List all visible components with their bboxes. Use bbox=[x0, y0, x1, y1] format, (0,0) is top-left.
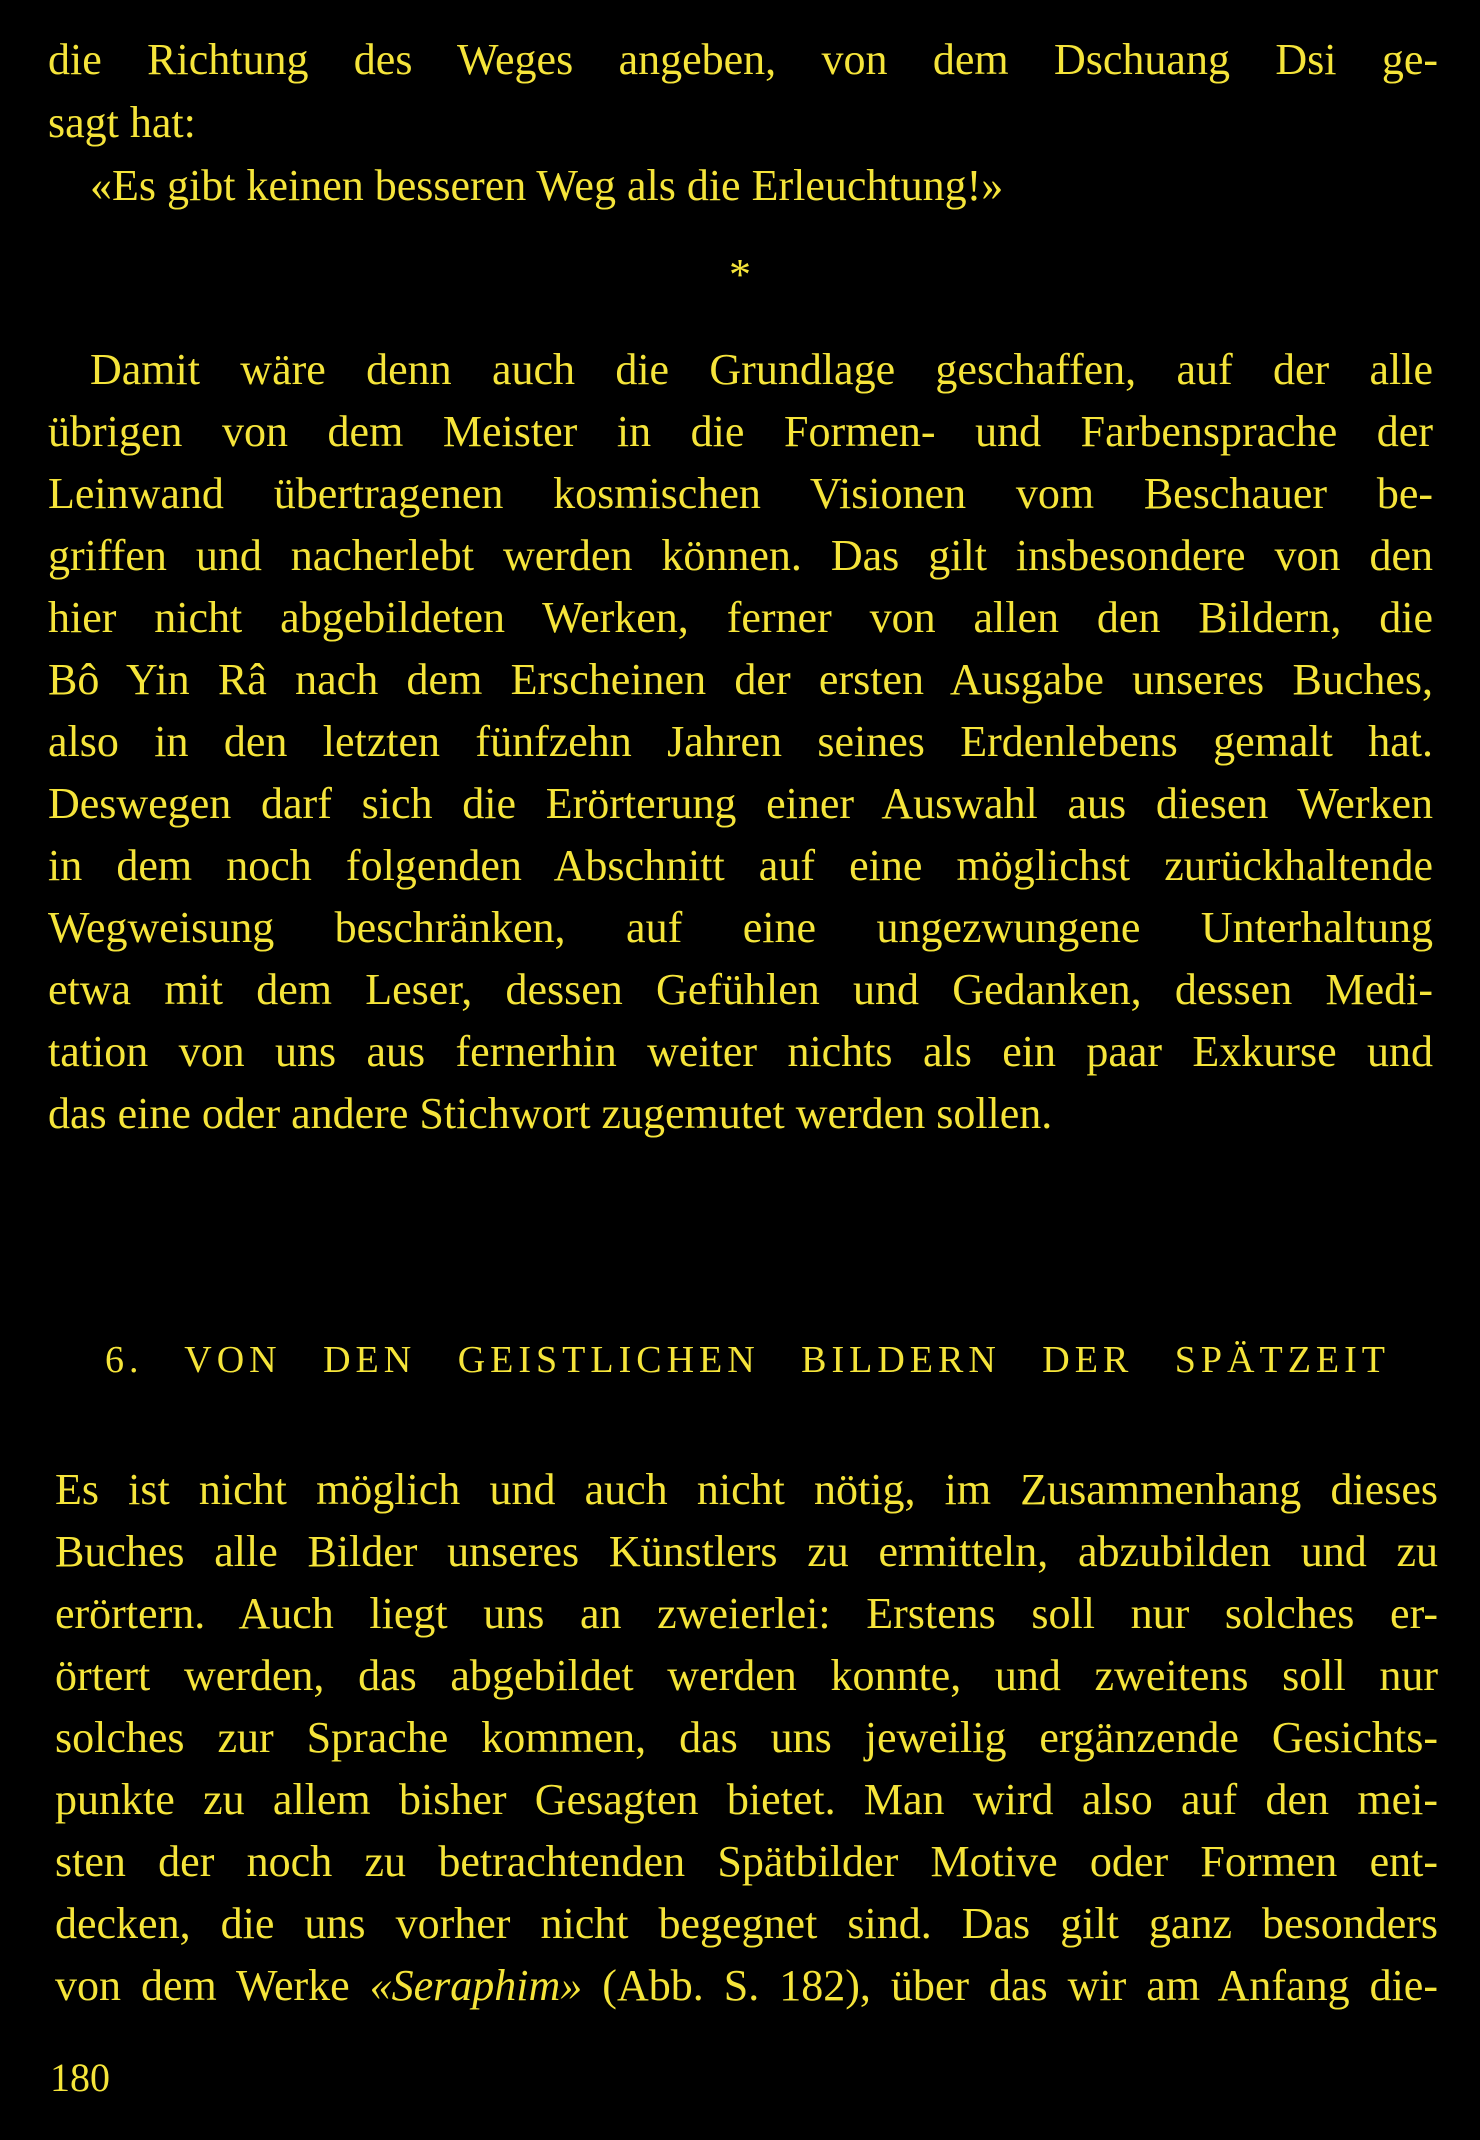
text-segment: von dem Werke bbox=[55, 1961, 370, 2010]
text-line: decken, die uns vorher nicht begegnet sind. Das gilt ganz besonders bbox=[55, 1899, 1438, 1948]
page-number: 180 bbox=[50, 2055, 110, 2100]
text-line: griffen und nacherlebt werden können. Das gilt insbesondere von den bbox=[48, 531, 1433, 580]
artwork-title: «Seraphim» bbox=[369, 1961, 583, 2010]
text-segment: (Abb. S. 182), über das wir am Anfang die- bbox=[582, 1961, 1438, 2010]
text-line: sten der noch zu betrachtenden Spätbilder Motive oder Formen ent- bbox=[55, 1837, 1438, 1886]
text-line: hier nicht abgebildeten Werken, ferner von allen den Bildern, die bbox=[48, 593, 1433, 642]
text-line: Bô Yin Râ nach dem Erscheinen der ersten Ausgabe unseres Buches, bbox=[48, 655, 1433, 704]
text-line: übrigen von dem Meister in die Formen- und Farbensprache der bbox=[48, 407, 1433, 456]
text-line bbox=[55, 1956, 1438, 2016]
text-line: Buches alle Bilder unseres Künstlers zu ermitteln, abzubilden und zu bbox=[55, 1527, 1438, 1576]
text-line: Es ist nicht möglich und auch nicht nötig, im Zusammenhang dieses bbox=[55, 1465, 1438, 1514]
text-line: punkte zu allem bisher Gesagten bietet. Man wird also auf den mei- bbox=[55, 1775, 1438, 1824]
text-line: tation von uns aus fernerhin weiter nichts als ein paar Exkurse und bbox=[48, 1027, 1433, 1076]
text-line: erörtern. Auch liegt uns an zweierlei: Erstens soll nur solches er- bbox=[55, 1589, 1438, 1638]
text-line: etwa mit dem Leser, dessen Gefühlen und Gedanken, dessen Medi- bbox=[48, 965, 1433, 1014]
text-line: Wegweisung beschränken, auf eine ungezwungene Unterhaltung bbox=[48, 903, 1433, 952]
text-line: Damit wäre denn auch die Grundlage geschaffen, auf der alle bbox=[90, 345, 1433, 394]
text-line: in dem noch folgenden Abschnitt auf eine möglichst zurückhaltende bbox=[48, 841, 1433, 890]
text-line: das eine oder andere Stichwort zugemutet werden sollen. bbox=[48, 1089, 1053, 1138]
text-line: Deswegen darf sich die Erörterung einer Auswahl aus diesen Werken bbox=[48, 779, 1433, 828]
text-line: Leinwand übertragenen kosmischen Visionen vom Beschauer be- bbox=[48, 469, 1433, 518]
separator-asterisk: * bbox=[729, 250, 751, 299]
text-line: solches zur Sprache kommen, das uns jeweilig ergänzende Gesichts- bbox=[55, 1713, 1438, 1762]
text-line: also in den letzten fünfzehn Jahren seines Erdenlebens gemalt hat. bbox=[48, 717, 1433, 766]
text-line: sagt hat: bbox=[48, 98, 196, 147]
text-line: örtert werden, das abgebildet werden konnte, und zweitens soll nur bbox=[55, 1651, 1438, 1700]
text-line: «Es gibt keinen besseren Weg als die Erleuchtung!» bbox=[90, 161, 1004, 210]
section-heading: 6. VON DEN GEISTLICHEN BILDERN DER SPÄTZEIT bbox=[105, 1339, 1390, 1381]
text-line: die Richtung des Weges angeben, von dem Dschuang Dsi ge- bbox=[48, 35, 1438, 84]
